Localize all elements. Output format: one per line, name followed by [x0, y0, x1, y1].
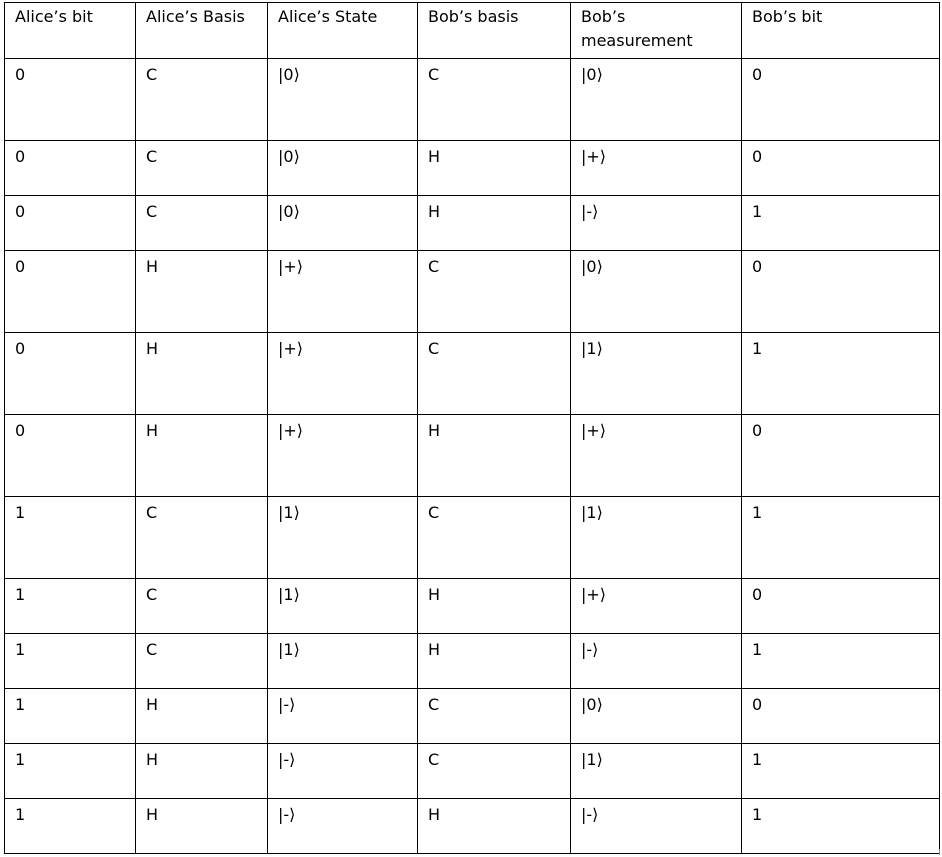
- table-cell: 0: [5, 196, 136, 251]
- table-cell: |+⟩: [268, 251, 418, 333]
- header-cell: Bob’s bit: [742, 3, 940, 59]
- table-cell: 0: [5, 251, 136, 333]
- table-cell: |0⟩: [571, 689, 742, 744]
- table-cell: |0⟩: [268, 59, 418, 141]
- table-cell: |0⟩: [268, 141, 418, 196]
- table-cell: H: [136, 799, 268, 854]
- table-cell: |1⟩: [571, 744, 742, 799]
- table-row: [5, 799, 940, 854]
- table-cell: 0: [742, 579, 940, 634]
- table-cell: C: [418, 59, 571, 141]
- table-cell: H: [418, 196, 571, 251]
- table-row: [5, 333, 940, 415]
- table-cell: C: [418, 333, 571, 415]
- table-row: [5, 689, 940, 744]
- table-cell: |+⟩: [571, 579, 742, 634]
- header-cell: Alice’s State: [268, 3, 418, 59]
- table-cell: C: [136, 141, 268, 196]
- header-cell: Alice’s Basis: [136, 3, 268, 59]
- table-cell: 0: [742, 59, 940, 141]
- table-cell: |1⟩: [268, 634, 418, 689]
- table-cell: |1⟩: [268, 497, 418, 579]
- table-cell: 0: [5, 59, 136, 141]
- table-header-row: [5, 3, 940, 59]
- table-cell: 0: [5, 415, 136, 497]
- table-cell: 1: [742, 333, 940, 415]
- table-cell: C: [136, 579, 268, 634]
- table-row: [5, 497, 940, 579]
- table-cell: H: [136, 333, 268, 415]
- table-row: [5, 634, 940, 689]
- table-cell: H: [418, 799, 571, 854]
- resize-handle-mark: [939, 849, 940, 855]
- table-cell: 0: [742, 689, 940, 744]
- table-row: [5, 579, 940, 634]
- table-cell: |1⟩: [571, 497, 742, 579]
- table-cell: |0⟩: [571, 251, 742, 333]
- header-cell: Alice’s bit: [5, 3, 136, 59]
- table-cell: 1: [742, 497, 940, 579]
- table-cell: 1: [5, 634, 136, 689]
- table-cell: H: [418, 579, 571, 634]
- table-cell: |-⟩: [571, 799, 742, 854]
- table-row: [5, 141, 940, 196]
- table-cell: 1: [742, 799, 940, 854]
- table-cell: H: [418, 141, 571, 196]
- table-cell: 1: [5, 497, 136, 579]
- table-row: [5, 415, 940, 497]
- table-cell: 1: [742, 744, 940, 799]
- table-cell: H: [136, 689, 268, 744]
- table-cell: |+⟩: [268, 415, 418, 497]
- table-cell: 1: [742, 196, 940, 251]
- header-cell: Bob’s basis: [418, 3, 571, 59]
- table-cell: C: [418, 744, 571, 799]
- table-cell: 0: [742, 251, 940, 333]
- table-cell: 1: [5, 579, 136, 634]
- table-cell: |1⟩: [268, 579, 418, 634]
- table-cell: C: [136, 497, 268, 579]
- bb84-table: [4, 2, 940, 854]
- table-cell: |-⟩: [268, 689, 418, 744]
- table-cell: C: [136, 634, 268, 689]
- table-cell: 1: [5, 744, 136, 799]
- table-cell: |0⟩: [571, 59, 742, 141]
- table-cell: 0: [5, 333, 136, 415]
- table-row: [5, 59, 940, 141]
- table-cell: 1: [5, 799, 136, 854]
- table-cell: |-⟩: [268, 799, 418, 854]
- table-cell: C: [418, 497, 571, 579]
- table-cell: 1: [742, 634, 940, 689]
- table-cell: 1: [5, 689, 136, 744]
- table-cell: 0: [742, 415, 940, 497]
- table-cell: 0: [5, 141, 136, 196]
- table-cell: |-⟩: [571, 196, 742, 251]
- table-cell: H: [136, 415, 268, 497]
- table-cell: |+⟩: [571, 415, 742, 497]
- table-cell: C: [136, 59, 268, 141]
- table-cell: C: [418, 689, 571, 744]
- table-cell: |-⟩: [571, 634, 742, 689]
- table-cell: H: [136, 744, 268, 799]
- table-cell: |-⟩: [268, 744, 418, 799]
- table-cell: |+⟩: [268, 333, 418, 415]
- table-cell: H: [418, 634, 571, 689]
- header-cell: Bob’s measurement: [571, 3, 742, 59]
- table-cell: |+⟩: [571, 141, 742, 196]
- table-row: [5, 744, 940, 799]
- table-cell: H: [136, 251, 268, 333]
- table-cell: H: [418, 415, 571, 497]
- table-cell: 0: [742, 141, 940, 196]
- table-row: [5, 251, 940, 333]
- table-cell: |1⟩: [571, 333, 742, 415]
- table-row: [5, 196, 940, 251]
- table-cell: C: [418, 251, 571, 333]
- table-cell: |0⟩: [268, 196, 418, 251]
- table-cell: C: [136, 196, 268, 251]
